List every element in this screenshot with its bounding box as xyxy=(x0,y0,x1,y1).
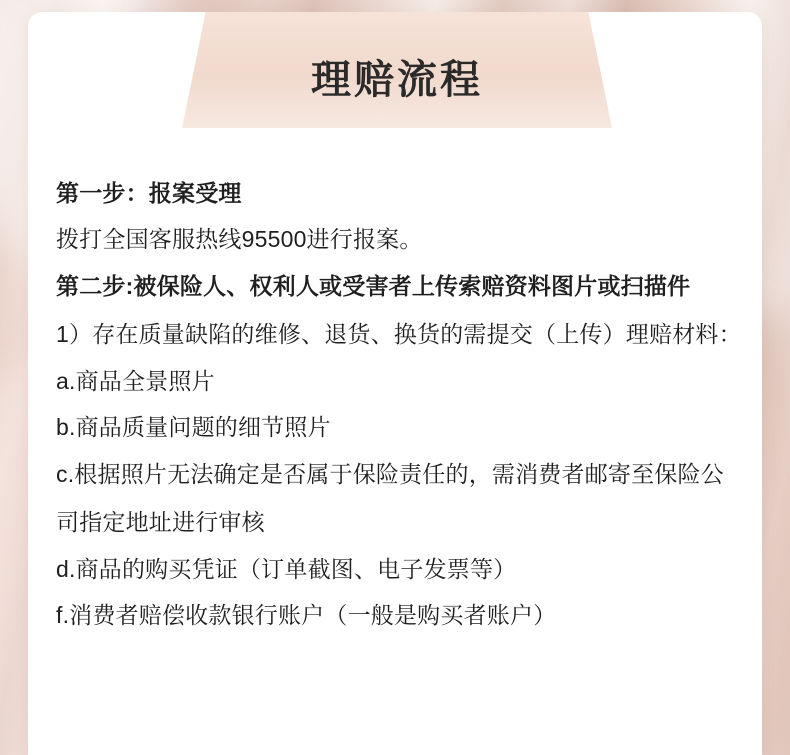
step1-heading: 第一步：报案受理 xyxy=(56,180,242,206)
claim-item-a: a.商品全景照片 xyxy=(56,368,215,394)
step1-body: 拨打全国客服热线95500进行报案。 xyxy=(56,226,423,252)
step2-heading: 第二步:被保险人、权利人或受害者上传索赔资料图片或扫描件 xyxy=(56,273,691,299)
claim-item-c: c.根据照片无法确定是否属于保险责任的，需消费者邮寄至保险公司指定地址进行审核 xyxy=(56,461,724,535)
content-card xyxy=(28,12,762,755)
claim-item-b: b.商品质量问题的细节照片 xyxy=(56,414,331,440)
claim-item-d: d.商品的购买凭证（订单截图、电子发票等） xyxy=(56,556,517,582)
claim-item-f: f.消费者赔偿收款银行账户（一般是购买者账户） xyxy=(56,602,557,628)
claim-item-1: 1）存在质量缺陷的维修、退货、换货的需提交（上传）理赔材料： xyxy=(56,321,742,347)
page-title: 理赔流程 xyxy=(311,58,483,102)
document-body xyxy=(56,170,744,638)
